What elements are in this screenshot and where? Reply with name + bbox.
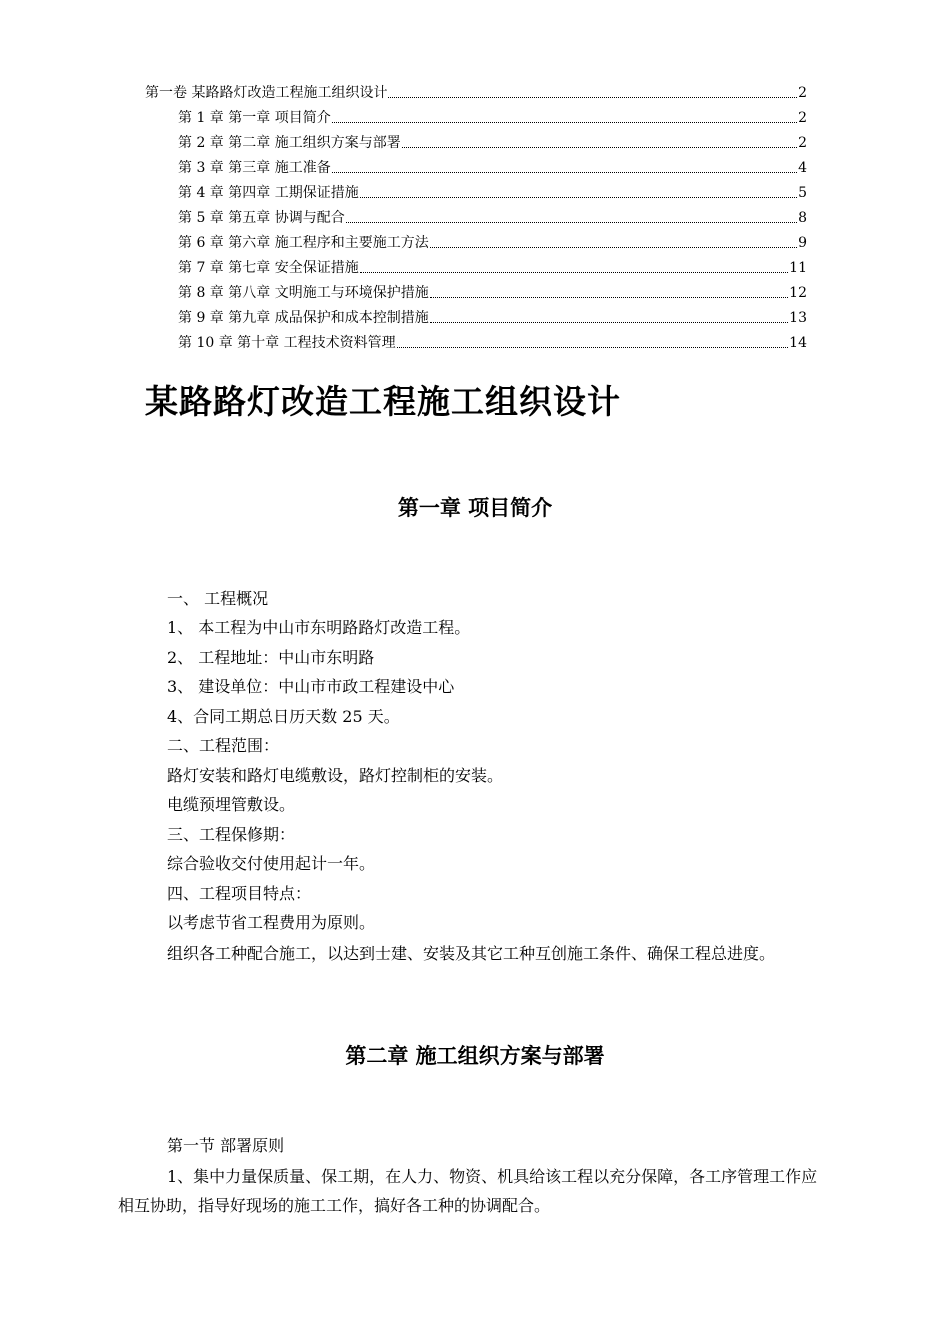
body-line: 1、 本工程为中山市东明路路灯改造工程。 xyxy=(167,618,471,637)
toc-entry[interactable] xyxy=(178,230,807,252)
toc-entry-text: 第 4 章 第四章 工期保证措施 xyxy=(178,185,359,201)
toc-entry[interactable] xyxy=(178,305,807,327)
toc-entry[interactable] xyxy=(178,255,807,277)
body-line: 综合验收交付使用起计一年。 xyxy=(167,854,376,873)
body-line: 4、合同工期总日历天数 25 天。 xyxy=(167,707,400,726)
toc-dot-leader xyxy=(332,171,797,173)
document-title: 某路路灯改造工程施工组织设计 xyxy=(145,382,621,421)
body-line: 三、工程保修期： xyxy=(167,825,296,844)
body-line: 电缆预埋管敷设。 xyxy=(167,795,296,814)
toc-dot-leader xyxy=(430,246,797,248)
toc-entry-text: 第 2 章 第二章 施工组织方案与部署 xyxy=(178,135,401,151)
body-line: 2、 工程地址：中山市东明路 xyxy=(167,648,375,667)
toc-entry-text: 第 5 章 第五章 协调与配合 xyxy=(178,210,345,226)
body-line: 四、工程项目特点： xyxy=(167,884,312,903)
toc-page-number: 2 xyxy=(798,135,807,151)
body-paragraph: 1、集中力量保质量、保工期，在人力、物资、机具给该工程以充分保障，各工序管理工作应相互协助，指导好现场的施工工作，搞好各工种的协调配合。 xyxy=(118,1167,818,1215)
toc-page-number: 5 xyxy=(798,185,807,201)
toc-page-number: 14 xyxy=(789,335,807,351)
toc-entry[interactable] xyxy=(178,330,807,352)
toc-entry-text: 第 8 章 第八章 文明施工与环境保护措施 xyxy=(178,285,429,301)
section-heading: 第一节 部署原则 xyxy=(167,1136,285,1155)
chapter-heading: 第二章 施工组织方案与部署 xyxy=(345,1044,605,1068)
toc-entry-text: 第 9 章 第九章 成品保护和成本控制措施 xyxy=(178,310,429,326)
toc-dot-leader xyxy=(388,96,797,98)
toc-page-number: 9 xyxy=(798,235,807,251)
toc-page-number: 12 xyxy=(789,285,807,301)
toc-page-number: 2 xyxy=(798,110,807,126)
toc-page-number: 4 xyxy=(798,160,807,176)
toc-entry-text: 第 1 章 第一章 项目简介 xyxy=(178,110,331,126)
body-paragraph: 组织各工种配合施工，以达到士建、安装及其它工种互创施工条件、确保工程总进度。 xyxy=(167,944,776,963)
toc-entry[interactable] xyxy=(178,280,807,302)
toc-entry[interactable] xyxy=(178,105,807,127)
toc-entry[interactable] xyxy=(178,155,807,177)
toc-page-number: 13 xyxy=(789,310,807,326)
toc-entry[interactable] xyxy=(145,80,807,102)
toc-dot-leader xyxy=(402,146,797,148)
toc-entry-text: 第 3 章 第三章 施工准备 xyxy=(178,160,331,176)
toc-page-number: 11 xyxy=(789,260,807,276)
toc-page-number: 8 xyxy=(798,210,807,226)
toc-entry[interactable] xyxy=(178,180,807,202)
toc-dot-leader xyxy=(332,121,797,123)
body-line: 二、工程范围： xyxy=(167,736,280,755)
toc-dot-leader xyxy=(360,271,788,273)
toc-dot-leader xyxy=(430,296,788,298)
toc-dot-leader xyxy=(360,196,797,198)
toc-dot-leader xyxy=(430,321,788,323)
toc-entry-text: 第 10 章 第十章 工程技术资料管理 xyxy=(178,335,396,351)
body-line: 路灯安装和路灯电缆敷设，路灯控制柜的安装。 xyxy=(167,766,504,785)
toc-page-number: 2 xyxy=(798,85,807,101)
chapter-heading: 第一章 项目简介 xyxy=(397,496,553,520)
toc-entry-text: 第一卷 某路路灯改造工程施工组织设计 xyxy=(145,85,388,101)
toc-entry-text: 第 7 章 第七章 安全保证措施 xyxy=(178,260,359,276)
toc-entry[interactable] xyxy=(178,130,807,152)
body-line: 一、 工程概况 xyxy=(167,589,269,608)
toc-dot-leader xyxy=(346,221,797,223)
body-line: 以考虑节省工程费用为原则。 xyxy=(167,913,376,932)
toc-entry[interactable] xyxy=(178,205,807,227)
toc-dot-leader xyxy=(397,346,789,348)
toc-entry-text: 第 6 章 第六章 施工程序和主要施工方法 xyxy=(178,235,429,251)
body-line: 3、 建设单位：中山市市政工程建设中心 xyxy=(167,677,455,696)
